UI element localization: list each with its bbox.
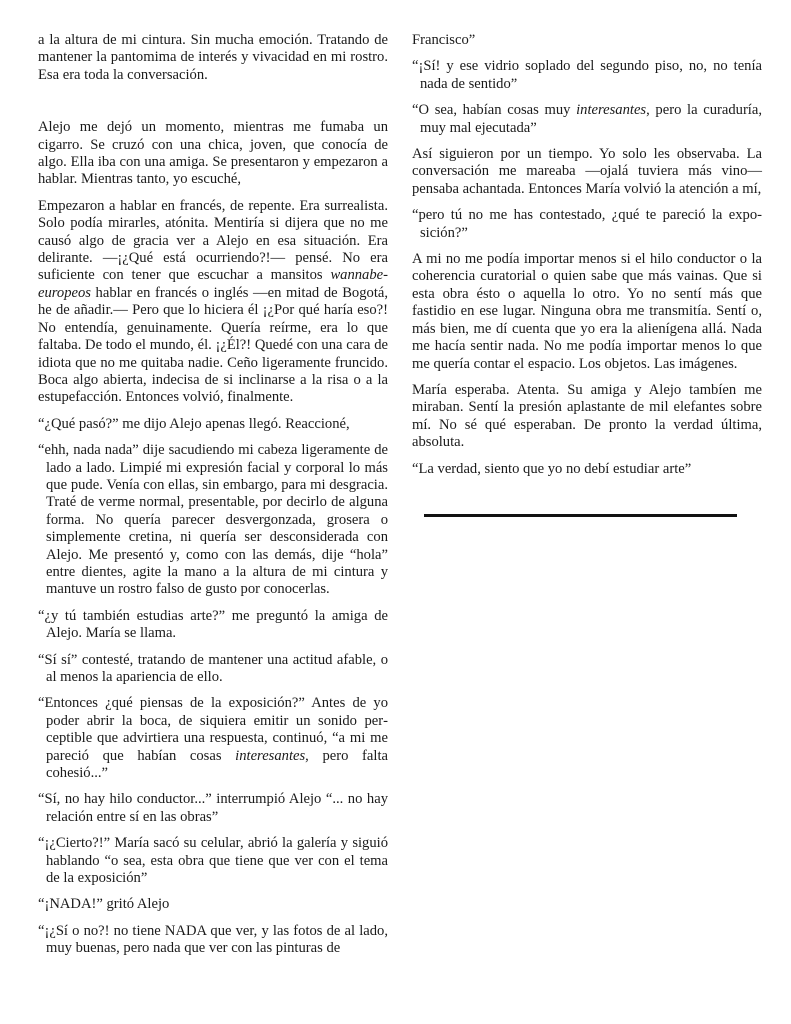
paragraph-text: “¿y tú también estudias arte?” me preguntó la amiga de Alejo. María se llama.: [38, 607, 388, 642]
paragraph-text: , pero falta cohesió...”: [46, 747, 388, 782]
italic-term: interesantes: [235, 747, 306, 764]
dialogue-paragraph: [38, 442, 388, 599]
paragraph-continuation: [38, 32, 388, 84]
paragraph-text: “¿Qué pasó?” me dijo Alejo apenas llegó. Reaccioné,: [38, 415, 350, 432]
dialogue-paragraph: [38, 608, 388, 643]
left-column: [38, 32, 388, 967]
dialogue-paragraph: [38, 416, 388, 433]
dialogue-paragraph: [412, 58, 762, 93]
dialogue-paragraph: [412, 102, 762, 137]
paragraph-text: , pero la curaduría, muy mal ejecutada”: [420, 102, 762, 136]
paragraph: [412, 146, 762, 198]
paragraph-text: Alejo me dejó un momento, mientras me fumaba un cigarro. Se cruzó con una chica, joven, que conocía de algo. Ella iba con una amiga. Se presentaron y empezaron a hablar. Mientras tanto, yo escuché,: [38, 119, 388, 188]
paragraph-text: “¡¿Cierto?!” María sacó su celular, abrió la galería y siguió hablando “o sea, esta obra que tiene que ver con el tema de la exposición”: [38, 835, 388, 887]
paragraph-text: hablar en francés o inglés —en mitad de Bogotá, he de añadir.— Pero que lo hiciera él ¡¿Por qué haría eso?! No entendía, genuinamente. Quería reírme, era lo que faltaba. De todo el mundo, él. ¡¿Él?! Quedé con una cara de idiota que no me quitaba nadie. Ceño ligeramente fruncido. Boca algo abierta, indecisa de si inclinarse a la risa o a la estupefacción. Entonces volvió, finalmente.: [38, 284, 388, 406]
paragraph-text: “La verdad, siento que yo no debí estudiar arte”: [412, 460, 692, 477]
paragraph: [38, 198, 388, 407]
paragraph-text: “¡Sí! y ese vidrio soplado del segundo piso, no, no tenía nada de sentido”: [412, 58, 762, 92]
italic-term: interesantes: [576, 102, 647, 119]
dialogue-paragraph: [38, 835, 388, 887]
paragraph-text: “Sí, no hay hilo conductor...” interrumpió Alejo “... no hay relación entre sí en las obras”: [38, 791, 388, 825]
paragraph-text: “O sea, habían cosas muy: [412, 102, 577, 119]
paragraph-text: María esperaba. Atenta. Su amiga y Alejo tambíen me miraban. Sentí la presión aplastante de mil elefantes sobre mí. No sé qué esperaban. De pronto la verdad última, absoluta.: [412, 381, 762, 451]
paragraph-text: “¡¿Sí o no?! no tiene NADA que ver, y las fotos de al lado, muy buenas, pero nada que ver con las pinturas de: [38, 922, 388, 957]
paragraph-text: A mi no me podía importar menos si el hilo conductor o la coherencia curatorial o quien sabe que más vainas. Que si esta obra ésto o aquella lo otro. Yo no sentí más que fastidio en ese lugar. Ninguna obra me transmitía. Sentí o, más bien, me dí cuenta que yo era la alienígena allá. Nada me hacía sentir nada. No me podía importar menos lo que me quería contar el espacio. Los objetos. Las imágenes.: [412, 251, 762, 372]
dialogue-paragraph: [38, 896, 388, 913]
dialogue-paragraph: [38, 695, 388, 782]
paragraph: [412, 382, 762, 452]
paragraph-text: “Sí sí” contesté, tratando de mantener una actitud afable, o al menos la apariencia de ello.: [38, 651, 388, 685]
paragraph-text: a la altura de mi cintura. Sin mucha emoción. Tratando de mantener la pantomima de interés y vivacidad en mi rostro. Esa era toda la conversación.: [38, 32, 388, 83]
paragraph: [38, 119, 388, 189]
dialogue-paragraph: [38, 923, 388, 958]
right-column: [412, 32, 762, 487]
dialogue-paragraph: [38, 652, 388, 687]
dialogue-paragraph-continuation: [412, 32, 762, 49]
paragraph-text: Empezaron a hablar en francés, de repente. Era surrealista. Solo podía mirarles, atónita. Mentiría si dijera que no me causó algo de gracia ver a Alejo en esa situación. Era delirante. —¡¿Qué está ocurriendo?!— pensé. No era suficiente con tener que escuchar a mansitos: [38, 197, 388, 284]
italic-term: wannabe-europeos: [38, 267, 388, 301]
paragraph-text: Así siguieron por un tiempo. Yo solo les observaba. La conversación me mareaba —ojalá tuviera más vino— pensaba achantada. Entonces María volvió la atención a mí,: [412, 146, 762, 197]
paragraph-text: “Entonces ¿qué piensas de la exposición?” Antes de yo poder abrir la boca, de siquiera emitir un sonido perceptible que advirtiera una respuesta, continuó, “a mi me pareció que habían cosas: [38, 695, 388, 764]
paragraph-text: “ehh, nada nada” dije sacudiendo mi cabeza ligeramente de lado a lado. Limpié mi expresión facial y corporal lo más que pude. Venía con ellas, sin embargo, para mi desgracia. Traté de verme normal, presentable, por decirlo de alguna forma. No quería parecer desvergonzada, grosera o simplemente cretina, ni quería ser desconsiderada con Alejo. Me presentó y, como con las demás, dije “hola” entre dientes, agite la mano a la altura de mi cintura y mantuve un rostro falso de gusto por conocerlas.: [38, 442, 388, 598]
paragraph-text: Francisco”: [412, 32, 476, 48]
paragraph-text: “pero tú no me has contestado, ¿qué te pareció la exposición?”: [412, 207, 762, 241]
paragraph: [412, 251, 762, 373]
paragraph-text: “¡NADA!” gritó Alejo: [38, 896, 170, 913]
dialogue-paragraph: [412, 207, 762, 242]
end-of-section-rule: [424, 514, 737, 517]
dialogue-paragraph: [38, 791, 388, 826]
dialogue-paragraph: [412, 461, 762, 478]
